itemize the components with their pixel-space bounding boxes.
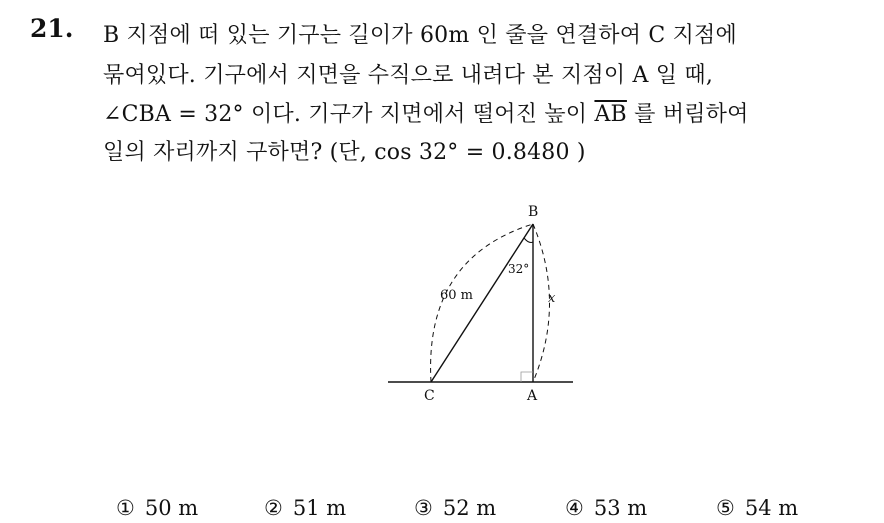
choice-3-text: 52 m xyxy=(442,496,497,520)
choice-4-mark: ④ xyxy=(565,496,584,520)
string-bc xyxy=(431,224,533,382)
choice-4-text: 53 m xyxy=(593,496,648,520)
choice-4[interactable] xyxy=(565,496,647,520)
balloon-figure xyxy=(380,198,580,408)
label-angle: 32° xyxy=(508,262,530,276)
choice-2[interactable] xyxy=(264,496,346,520)
label-x: x xyxy=(548,291,556,306)
choice-1[interactable] xyxy=(116,496,198,520)
angle-expression: ∠CBA = 32° xyxy=(103,102,244,127)
choice-2-mark: ② xyxy=(264,496,283,520)
label-a: A xyxy=(527,388,538,404)
question-line-3 xyxy=(103,97,749,128)
segment-ab: $\overline{AB}$ xyxy=(594,102,627,127)
choice-2-text: 51 m xyxy=(292,496,347,520)
question-line-2: 묶여있다. 기구에서 지면을 수직으로 내려다 본 지점이 A 일 때, xyxy=(103,63,714,88)
right-angle-mark xyxy=(521,372,533,382)
choice-1-text: 50 m xyxy=(144,496,199,520)
answer-choices xyxy=(116,496,836,522)
choice-1-mark: ① xyxy=(116,496,135,520)
label-b: B xyxy=(528,204,539,220)
choice-5-text: 54 m xyxy=(744,496,799,520)
choice-5[interactable] xyxy=(716,496,798,520)
question-number: 21. xyxy=(30,14,74,43)
label-length: 60 m xyxy=(440,288,474,303)
choice-5-mark: ⑤ xyxy=(716,496,735,520)
question-line-3-suffix: 를 버림하여 xyxy=(634,102,749,127)
question-line-1: B 지점에 떠 있는 기구는 길이가 60m 인 줄을 연결하여 C 지점에 xyxy=(103,23,737,48)
choice-3[interactable] xyxy=(414,496,496,520)
question-line-3-text: 이다. 기구가 지면에서 떨어진 높이 xyxy=(250,102,588,127)
angle-arc xyxy=(524,238,533,243)
question-line-4: 일의 자리까지 구하면? (단, cos 32° = 0.8480 ) xyxy=(103,140,586,165)
label-c: C xyxy=(424,388,435,404)
choice-3-mark: ③ xyxy=(414,496,433,520)
